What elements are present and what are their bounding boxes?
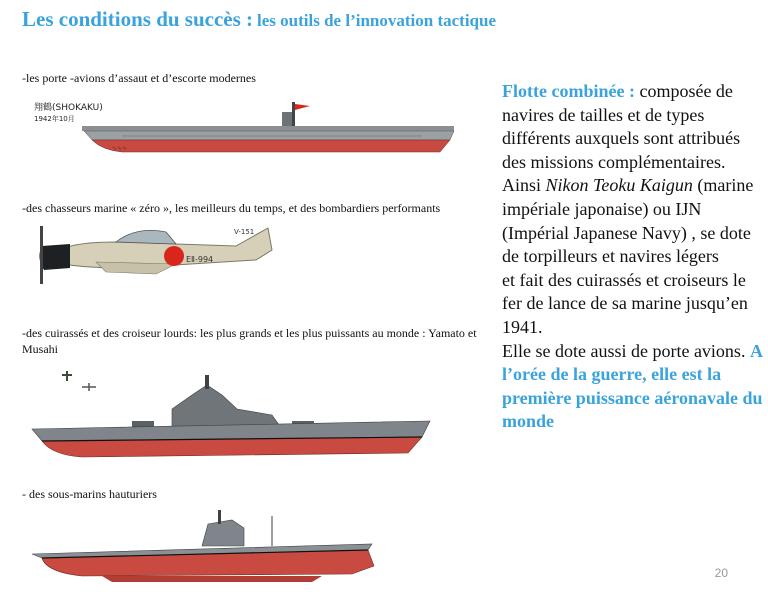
caption-submarines: - des sous-marins hauturiers (22, 487, 157, 501)
right-p1: composée de navires de tailles et de types différents auxquels sont attribués des missions complémentaires. (502, 81, 741, 172)
page-number: 20 (714, 566, 728, 580)
right-heading: Flotte combinée : (502, 81, 635, 101)
svg-text:∿∿∿: ∿∿∿ (112, 145, 128, 152)
carrier-illustration (22, 92, 462, 164)
plane-tail-code: V-151 (234, 228, 255, 236)
zero-fighter-illustration (36, 216, 276, 286)
right-p2a: Ainsi (502, 175, 546, 196)
plane-fuselage-code: EⅡ-994 (186, 255, 214, 264)
caption-battleships: -des cuirassés et des croiseur lourds: les plus grands et les plus puissants au monde : Yamato et Musahi (22, 326, 477, 356)
right-p4: et fait des cuirassés et croiseurs le fer de lance de sa marine jusqu’en 1941. (502, 269, 748, 337)
slide-title (22, 8, 512, 33)
right-p3: de torpilleurs et navires légers (502, 246, 719, 267)
right-p5: Elle se dote aussi de porte avions. (502, 340, 750, 361)
right-p5-emphasis: A l’orée de la guerre, elle est la première puissance aéronavale du monde (502, 340, 763, 432)
right-text-block (502, 80, 764, 434)
title-sub: les outils de l’innovation tactique (257, 11, 496, 30)
yamato-battleship-illustration (22, 365, 442, 465)
right-p2b: (marine impériale japonaise) ou IJN (Impérial Japanese Navy) , se dote (502, 175, 754, 243)
title-main: Les conditions du succès : (22, 7, 254, 31)
carrier-label: 翔鶴(SHOKAKU) (34, 103, 103, 113)
right-p2-italic: Nikon Teoku Kaigun (545, 175, 693, 196)
caption-fighters: -des chasseurs marine « zéro », les meilleurs du temps, et des bombardiers performants (22, 201, 441, 215)
caption-carriers: -les porte -avions d’assaut et d’escorte modernes (22, 71, 256, 85)
carrier-date: 1942年10月 (34, 115, 75, 123)
submarine-illustration (22, 506, 392, 586)
